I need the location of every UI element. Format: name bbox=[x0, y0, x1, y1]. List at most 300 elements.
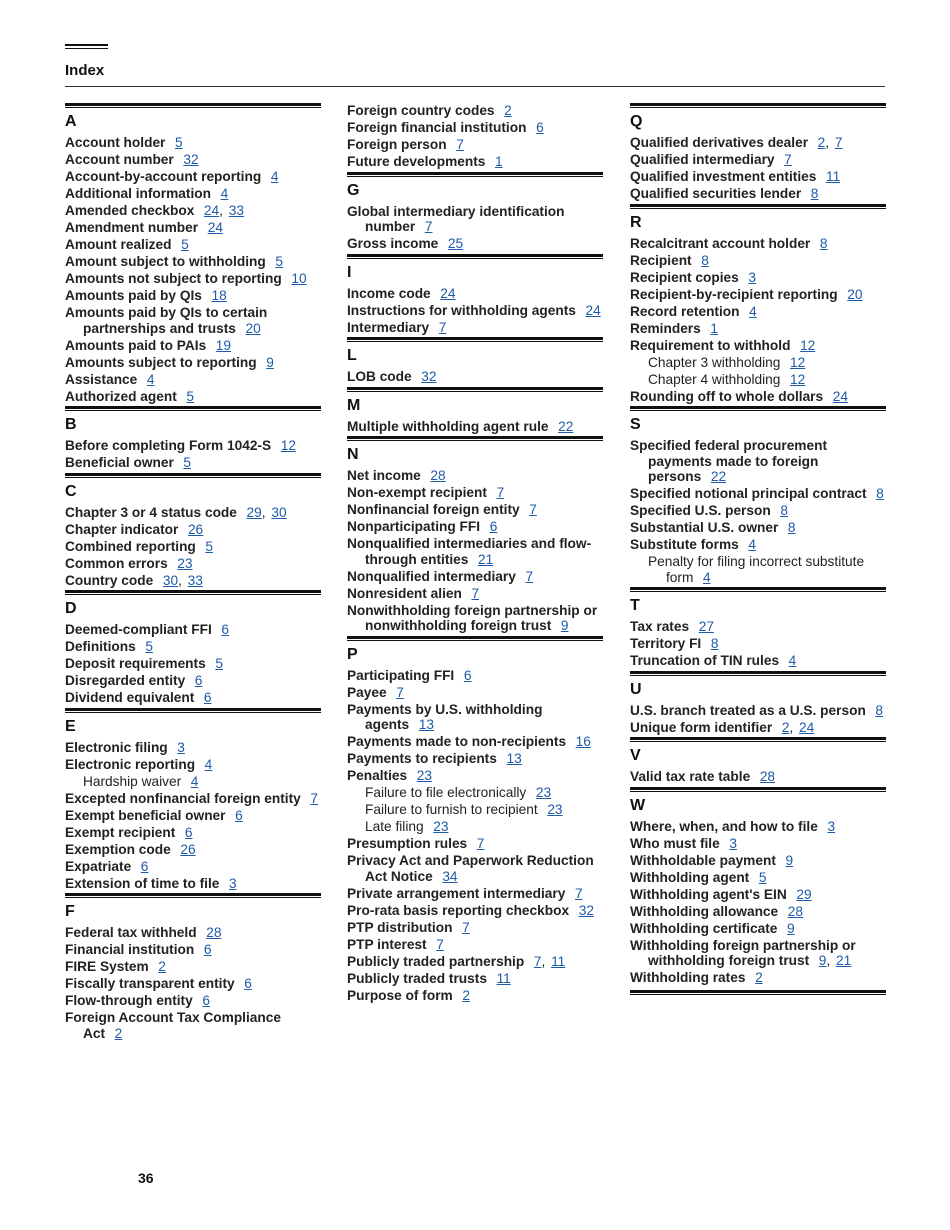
page-link[interactable]: 2 bbox=[817, 135, 826, 150]
page-link[interactable]: 7 bbox=[471, 585, 480, 601]
index-entry bbox=[630, 819, 886, 835]
index-entry bbox=[65, 169, 321, 185]
index-entry bbox=[347, 886, 603, 902]
index-section-e bbox=[65, 708, 321, 892]
page-link[interactable]: 8 bbox=[819, 235, 828, 251]
page-link[interactable]: 1 bbox=[710, 320, 718, 336]
entry-term: Exemption code bbox=[65, 841, 171, 857]
page-link[interactable]: 1 bbox=[495, 154, 503, 169]
entry-term: Amount subject to withholding bbox=[65, 254, 266, 269]
page-link[interactable]: 24 bbox=[440, 285, 456, 301]
page-link[interactable]: 11 bbox=[496, 970, 511, 986]
index-entry bbox=[65, 305, 321, 336]
index-entry bbox=[347, 971, 603, 987]
entry-term: Penalties bbox=[347, 768, 408, 783]
page-link[interactable]: 7 bbox=[784, 152, 792, 167]
section-letter: D bbox=[65, 600, 77, 617]
page-link[interactable]: 33 bbox=[228, 203, 244, 218]
entry-term: Account-by-account reporting bbox=[65, 169, 262, 184]
page-link[interactable]: 30 bbox=[271, 504, 287, 520]
page-link[interactable]: 26 bbox=[187, 521, 204, 537]
page-link[interactable]: 7 bbox=[396, 684, 404, 700]
page-link[interactable]: 20 bbox=[847, 286, 863, 302]
section-letter: C bbox=[65, 482, 77, 500]
entry-term: Authorized agent bbox=[65, 388, 177, 404]
entry-term: Withholding agent bbox=[630, 869, 750, 885]
index-entry bbox=[347, 120, 603, 136]
entry-term: Assistance bbox=[65, 371, 138, 387]
page-link[interactable]: 6 bbox=[463, 667, 472, 683]
entry-term: Common errors bbox=[65, 555, 168, 571]
page-link[interactable]: 3 bbox=[177, 739, 185, 755]
index-entry bbox=[630, 253, 886, 269]
page-link[interactable]: 23 bbox=[177, 555, 193, 571]
page-link[interactable]: 12 bbox=[280, 438, 296, 453]
entry-term: Amounts paid by QIs to certain partnerships and trusts bbox=[65, 305, 268, 336]
section-divider bbox=[630, 737, 886, 742]
page-link[interactable]: 13 bbox=[418, 717, 434, 732]
section-letter: B bbox=[65, 416, 77, 433]
index-entry bbox=[65, 135, 321, 151]
page-link[interactable]: 12 bbox=[790, 371, 806, 387]
page-link[interactable]: 7 bbox=[438, 319, 447, 335]
entry-term: Withholding rates bbox=[630, 970, 746, 985]
page-link[interactable]: 5 bbox=[275, 254, 283, 269]
page-link[interactable]: 7 bbox=[496, 485, 505, 500]
index-entry bbox=[630, 703, 886, 719]
section-divider bbox=[65, 708, 321, 713]
section-divider bbox=[347, 636, 603, 641]
page-link[interactable]: 3 bbox=[229, 875, 237, 891]
index-entry bbox=[630, 321, 886, 337]
page-link[interactable]: 7 bbox=[436, 936, 444, 952]
page-link[interactable]: 24 bbox=[832, 388, 848, 404]
entry-term: Amount realized bbox=[65, 237, 172, 252]
page-link[interactable]: 6 bbox=[244, 976, 252, 991]
index-entry bbox=[65, 757, 321, 773]
index-entry bbox=[347, 937, 603, 953]
section-divider bbox=[347, 337, 603, 342]
page-link[interactable]: 5 bbox=[215, 656, 223, 671]
page-link[interactable]: 9 bbox=[787, 920, 795, 936]
page-link[interactable]: 5 bbox=[758, 869, 767, 885]
page-link[interactable]: 6 bbox=[140, 858, 149, 874]
index-entry bbox=[347, 734, 603, 750]
index-entry: Publicly traded partnership 7, 11 bbox=[347, 953, 566, 969]
entry-term: Rounding off to whole dollars bbox=[630, 388, 824, 404]
index-column-2 bbox=[347, 103, 603, 1005]
page-link[interactable]: 8 bbox=[701, 252, 709, 268]
page-link[interactable]: 4 bbox=[204, 756, 213, 772]
page-link[interactable]: 24 bbox=[203, 203, 220, 218]
index-entry bbox=[630, 619, 886, 635]
index-entry bbox=[65, 639, 321, 655]
entry-term: Nonqualified intermediary bbox=[347, 568, 516, 584]
index-entry bbox=[65, 254, 321, 270]
entry-term: Participating FFI bbox=[347, 667, 455, 683]
entry-term: Qualified securities lender bbox=[630, 186, 802, 201]
page-link[interactable]: 6 bbox=[194, 673, 203, 688]
index-entry bbox=[65, 842, 321, 858]
index-entry bbox=[65, 959, 321, 975]
entry-term: Intermediary bbox=[347, 319, 430, 335]
page-link[interactable]: 7 bbox=[476, 836, 485, 851]
index-entry: Country code 30, 33 bbox=[65, 572, 203, 588]
entry-term: Withholdable payment bbox=[630, 852, 776, 868]
page-link[interactable]: 10 bbox=[291, 271, 307, 286]
page-link[interactable]: 5 bbox=[183, 455, 192, 470]
page-link[interactable]: 6 bbox=[203, 942, 212, 957]
entry-term: Record retention bbox=[630, 303, 740, 319]
index-subentry bbox=[347, 785, 603, 801]
entry-term: Amended checkbox bbox=[65, 203, 195, 218]
index-section-r bbox=[630, 204, 886, 405]
index-entry bbox=[347, 768, 603, 784]
header-rule-mark bbox=[65, 44, 108, 49]
page-link[interactable]: 7 bbox=[462, 919, 470, 935]
index-entry bbox=[630, 887, 886, 903]
page-link[interactable]: 5 bbox=[186, 388, 195, 404]
entry-term: Specified federal procurement payments made to foreign persons bbox=[630, 438, 828, 484]
section-divider bbox=[630, 671, 886, 676]
index-entry bbox=[347, 369, 603, 385]
entry-term: Specified notional principal contract bbox=[630, 486, 867, 501]
entry-term: Withholding certificate bbox=[630, 920, 778, 936]
page-link[interactable]: 11 bbox=[551, 953, 566, 969]
page-link[interactable]: 20 bbox=[245, 320, 261, 336]
page-link[interactable]: 24 bbox=[207, 220, 223, 235]
entry-term: FIRE System bbox=[65, 959, 149, 974]
entry-term: Deemed-compliant FFI bbox=[65, 622, 212, 637]
page-link[interactable]: 13 bbox=[506, 751, 522, 766]
page-link[interactable]: 3 bbox=[748, 269, 757, 285]
entry-term: Unique form identifier bbox=[630, 719, 773, 735]
page-link[interactable]: 7 bbox=[424, 219, 433, 234]
entry-term: Disregarded entity bbox=[65, 673, 186, 688]
page-link[interactable]: 7 bbox=[834, 135, 843, 150]
index-entry bbox=[65, 993, 321, 1009]
page-link[interactable]: 22 bbox=[558, 418, 574, 434]
section-divider bbox=[347, 387, 603, 392]
page-link[interactable]: 29 bbox=[246, 504, 262, 520]
page-link[interactable]: 7 bbox=[525, 568, 534, 584]
entry-term: Recalcitrant account holder bbox=[630, 235, 811, 251]
page-link[interactable]: 21 bbox=[478, 551, 494, 567]
page-link[interactable]: 6 bbox=[221, 622, 230, 637]
page-link[interactable]: 7 bbox=[574, 885, 583, 901]
page-link[interactable]: 23 bbox=[433, 819, 449, 834]
index-entry bbox=[347, 668, 603, 684]
page-link[interactable]: 26 bbox=[180, 841, 196, 857]
page-link[interactable]: 24 bbox=[585, 302, 601, 318]
page-link[interactable]: 32 bbox=[183, 152, 199, 167]
entry-term: Territory FI bbox=[630, 636, 702, 651]
index-entry bbox=[630, 870, 886, 886]
entry-term: Truncation of TIN rules bbox=[630, 653, 780, 668]
index-subentry bbox=[630, 372, 886, 388]
index-entry bbox=[65, 455, 321, 471]
entry-term: Where, when, and how to file bbox=[630, 818, 818, 834]
section-letter: L bbox=[347, 347, 357, 364]
entry-term: Nonwithholding foreign partnership or nonwithholding foreign trust bbox=[347, 602, 598, 633]
page-link[interactable]: 34 bbox=[442, 868, 458, 884]
index-entry bbox=[347, 103, 603, 119]
page-link[interactable]: 2 bbox=[504, 103, 512, 118]
entry-term: Payments to recipients bbox=[347, 751, 497, 766]
page-link[interactable]: 6 bbox=[536, 120, 544, 135]
entry-term: Recipient copies bbox=[630, 269, 739, 285]
index-entry bbox=[630, 503, 886, 519]
page-link[interactable]: 6 bbox=[202, 993, 210, 1008]
page-link[interactable]: 7 bbox=[456, 137, 464, 152]
entry-term: Amounts paid to PAIs bbox=[65, 337, 207, 353]
title-divider bbox=[65, 86, 885, 87]
page-link[interactable]: 32 bbox=[421, 369, 437, 384]
entry-term: Hardship waiver bbox=[83, 773, 182, 789]
page-link[interactable]: 23 bbox=[416, 768, 432, 783]
index-entry bbox=[65, 808, 321, 824]
index-entry bbox=[347, 204, 603, 235]
entry-term: Payments made to non-recipients bbox=[347, 734, 567, 749]
section-letter: G bbox=[347, 181, 360, 199]
page-link[interactable]: 23 bbox=[535, 785, 552, 800]
index-entry bbox=[65, 825, 321, 841]
entry-term: Publicly traded trusts bbox=[347, 970, 487, 986]
page-link[interactable]: 7 bbox=[310, 790, 318, 806]
page-link[interactable]: 6 bbox=[184, 824, 193, 840]
page-link[interactable]: 4 bbox=[702, 569, 711, 585]
page-link[interactable]: 8 bbox=[810, 186, 819, 201]
entry-term: Nonparticipating FFI bbox=[347, 519, 481, 534]
page-link[interactable]: 6 bbox=[203, 690, 212, 705]
index-entry bbox=[347, 485, 603, 501]
entry-term: Chapter indicator bbox=[65, 521, 179, 537]
entry-term: Chapter 3 or 4 status code bbox=[65, 504, 237, 520]
index-subentry bbox=[630, 355, 886, 371]
page-link[interactable]: 3 bbox=[729, 835, 737, 851]
entry-term: Recipient bbox=[630, 252, 692, 268]
page-link[interactable]: 7 bbox=[529, 502, 537, 517]
entry-term: Nonqualified intermediaries and flow-through entities bbox=[347, 536, 592, 567]
entry-term: Income code bbox=[347, 285, 431, 301]
section-end-divider bbox=[630, 990, 886, 995]
entry-term: Multiple withholding agent rule bbox=[347, 418, 549, 434]
page-link[interactable]: 4 bbox=[749, 303, 757, 319]
page-link[interactable]: 28 bbox=[759, 769, 776, 784]
page-link[interactable]: 21 bbox=[836, 953, 852, 968]
entry-term: Non-exempt recipient bbox=[347, 485, 487, 500]
section-letter: A bbox=[65, 113, 77, 130]
page-link[interactable]: 32 bbox=[578, 902, 594, 918]
index-entry bbox=[630, 486, 886, 502]
index-entry bbox=[347, 920, 603, 936]
index-entry bbox=[347, 419, 603, 435]
index-entry bbox=[347, 236, 603, 252]
page-link[interactable]: 4 bbox=[270, 169, 279, 184]
entry-term: Foreign person bbox=[347, 137, 447, 152]
index-entry bbox=[630, 152, 886, 168]
entry-term: Expatriate bbox=[65, 858, 132, 874]
index-entry bbox=[630, 921, 886, 937]
index-entry bbox=[630, 520, 886, 536]
index-entry bbox=[65, 522, 321, 538]
page-link[interactable]: 2 bbox=[781, 719, 790, 735]
section-divider bbox=[65, 893, 321, 898]
index-subentry bbox=[630, 554, 886, 585]
page-link[interactable]: 5 bbox=[181, 237, 189, 252]
entry-term: Dividend equivalent bbox=[65, 690, 195, 705]
entry-term: Amounts paid by QIs bbox=[65, 288, 202, 303]
page-link[interactable]: 4 bbox=[190, 773, 199, 789]
entry-term: Combined reporting bbox=[65, 538, 196, 554]
page-link[interactable]: 4 bbox=[748, 537, 756, 552]
page-link[interactable]: 8 bbox=[780, 503, 788, 518]
entry-term: Exempt recipient bbox=[65, 824, 176, 840]
page-link[interactable]: 25 bbox=[447, 236, 464, 251]
entry-term: Extension of time to file bbox=[65, 875, 220, 891]
entry-term: Foreign financial institution bbox=[347, 120, 527, 135]
entry-term: Future developments bbox=[347, 154, 486, 169]
page-link[interactable]: 2 bbox=[114, 1025, 123, 1041]
entry-term: Failure to file electronically bbox=[365, 785, 527, 800]
page-link[interactable]: 9 bbox=[818, 953, 827, 968]
entry-term: Valid tax rate table bbox=[630, 769, 751, 784]
page-link[interactable]: 30 bbox=[162, 572, 179, 588]
entry-term: Specified U.S. person bbox=[630, 503, 771, 518]
index-entry bbox=[65, 288, 321, 304]
index-entry bbox=[630, 769, 886, 785]
index-entry bbox=[65, 1010, 321, 1041]
entry-term: Amounts not subject to reporting bbox=[65, 271, 282, 286]
index-entry bbox=[65, 791, 321, 807]
page-link[interactable]: 4 bbox=[788, 653, 797, 668]
index-entry bbox=[65, 690, 321, 706]
page-link[interactable]: 9 bbox=[785, 852, 794, 868]
index-entry bbox=[65, 539, 321, 555]
page-link[interactable]: 8 bbox=[876, 486, 884, 501]
entry-term: Who must file bbox=[630, 835, 720, 851]
entry-term: Penalty for filing incorrect substitute form bbox=[648, 554, 865, 585]
entry-term: Privacy Act and Paperwork Reduction Act Notice bbox=[347, 853, 594, 884]
page-link[interactable]: 2 bbox=[755, 970, 763, 985]
entry-term: Exempt beneficial owner bbox=[65, 807, 226, 823]
index-entry: Unique form identifier 2, 24 bbox=[630, 719, 815, 735]
page-link[interactable]: 27 bbox=[698, 619, 714, 634]
index-entry bbox=[347, 903, 603, 919]
index-entry bbox=[65, 355, 321, 371]
page-link[interactable]: 12 bbox=[790, 354, 806, 370]
section-letter: I bbox=[347, 263, 352, 281]
index-section-c bbox=[65, 473, 321, 589]
entry-term: Chapter 3 withholding bbox=[648, 354, 781, 370]
page-link[interactable]: 19 bbox=[215, 337, 232, 353]
entry-term: Payee bbox=[347, 684, 387, 700]
entry-term: Instructions for withholding agents bbox=[347, 302, 576, 318]
entry-term: U.S. branch treated as a U.S. person bbox=[630, 702, 866, 718]
page-link[interactable]: 2 bbox=[462, 987, 470, 1003]
page-link[interactable]: 8 bbox=[710, 636, 719, 651]
index-entry bbox=[630, 653, 886, 669]
entry-term: Country code bbox=[65, 572, 154, 588]
entry-term: Foreign country codes bbox=[347, 103, 495, 118]
page-link[interactable]: 33 bbox=[187, 572, 203, 588]
section-letter: P bbox=[347, 645, 358, 663]
index-entry bbox=[630, 389, 886, 405]
section-divider bbox=[630, 406, 886, 411]
entry-term: Electronic filing bbox=[65, 739, 168, 755]
page-link[interactable]: 2 bbox=[158, 959, 166, 974]
entry-term: Tax rates bbox=[630, 619, 690, 634]
section-divider bbox=[65, 473, 321, 478]
section-letter: V bbox=[630, 747, 641, 764]
entry-term: Before completing Form 1042-S bbox=[65, 438, 272, 453]
page-link[interactable]: 28 bbox=[430, 468, 446, 483]
page-link[interactable]: 11 bbox=[825, 169, 841, 184]
page-link[interactable]: 23 bbox=[547, 802, 563, 817]
page-link[interactable]: 28 bbox=[206, 925, 222, 940]
page-link[interactable]: 18 bbox=[211, 288, 227, 303]
index-subentry bbox=[65, 774, 321, 790]
index-entry bbox=[65, 556, 321, 572]
page-link[interactable]: 12 bbox=[800, 337, 816, 353]
index-entry bbox=[630, 537, 886, 553]
page-link[interactable]: 4 bbox=[220, 186, 229, 201]
page-link[interactable]: 5 bbox=[175, 135, 183, 150]
page-link[interactable]: 9 bbox=[560, 618, 569, 633]
entry-term: Publicly traded partnership bbox=[347, 953, 525, 969]
page-link[interactable]: 28 bbox=[787, 903, 804, 919]
page-link[interactable]: 7 bbox=[533, 953, 542, 969]
page-link[interactable]: 8 bbox=[787, 520, 796, 535]
page-link[interactable]: 3 bbox=[827, 818, 836, 834]
index-entry bbox=[65, 976, 321, 992]
section-divider bbox=[630, 103, 886, 108]
index-entry bbox=[347, 286, 603, 302]
page-number: 36 bbox=[138, 1170, 154, 1186]
index-entry bbox=[65, 372, 321, 388]
index-entry bbox=[347, 685, 603, 701]
entry-term: Failure to furnish to recipient bbox=[365, 802, 538, 817]
entry-term: Chapter 4 withholding bbox=[648, 371, 781, 387]
page-link[interactable]: 6 bbox=[489, 519, 498, 534]
page-link[interactable]: 24 bbox=[799, 719, 815, 735]
index-entry bbox=[630, 904, 886, 920]
entry-term: Substitute forms bbox=[630, 537, 739, 552]
page-link[interactable]: 22 bbox=[710, 469, 727, 484]
index-section-t bbox=[630, 587, 886, 669]
page-link[interactable]: 5 bbox=[145, 639, 153, 654]
entry-term: Definitions bbox=[65, 639, 136, 654]
entry-term: Gross income bbox=[347, 236, 439, 251]
entry-term: Global intermediary identification number bbox=[347, 203, 565, 234]
page-link[interactable]: 5 bbox=[205, 538, 214, 554]
index-entry bbox=[65, 942, 321, 958]
page-link[interactable]: 6 bbox=[235, 807, 243, 823]
page-link[interactable]: 9 bbox=[266, 354, 274, 370]
index-entry bbox=[347, 502, 603, 518]
section-divider bbox=[630, 204, 886, 209]
index-column-3 bbox=[630, 103, 886, 995]
index-entry bbox=[347, 751, 603, 767]
page-link[interactable]: 8 bbox=[875, 702, 884, 718]
page-link[interactable]: 4 bbox=[146, 371, 155, 387]
entry-term: Foreign Account Tax Compliance Act bbox=[65, 1010, 281, 1041]
section-letter: M bbox=[347, 396, 361, 414]
page-link[interactable]: 16 bbox=[575, 734, 591, 749]
entry-term: Purpose of form bbox=[347, 987, 453, 1003]
entry-term: Qualified investment entities bbox=[630, 169, 817, 184]
page-link[interactable]: 29 bbox=[796, 886, 812, 902]
